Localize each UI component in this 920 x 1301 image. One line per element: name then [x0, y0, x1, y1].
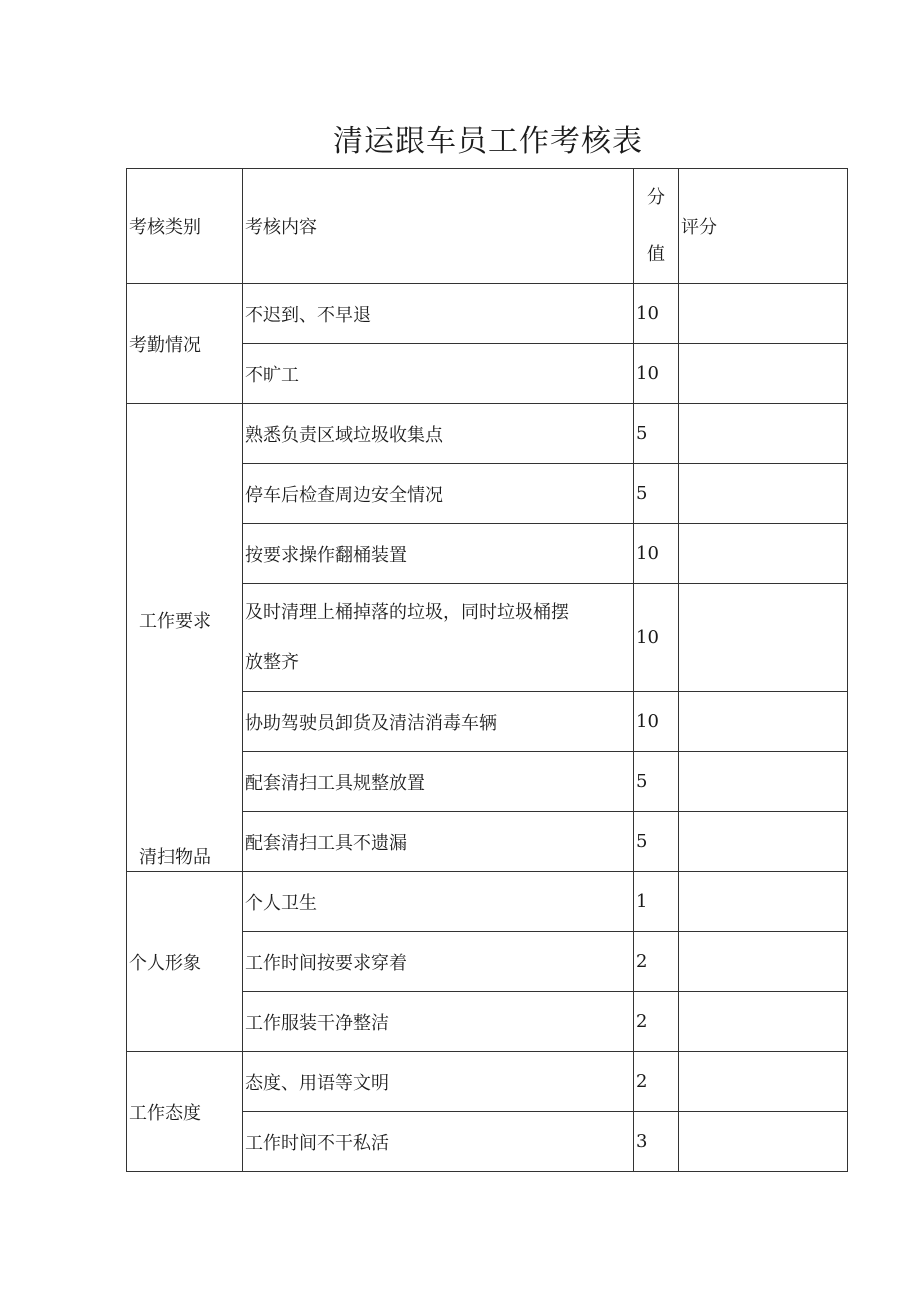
rating-cell[interactable]	[679, 932, 848, 992]
rating-cell[interactable]	[679, 812, 848, 872]
header-score-line1: 分	[647, 187, 665, 208]
header-score-line2: 值	[647, 244, 665, 265]
score-cell: 10	[634, 284, 679, 344]
category-cell: 工作态度	[127, 1052, 243, 1172]
content-cell: 工作时间不干私活	[243, 1112, 634, 1172]
table-row	[127, 872, 848, 932]
table-row	[127, 284, 848, 344]
category-cell: 考勤情况	[127, 284, 243, 404]
page-title: 清运跟车员工作考核表	[333, 124, 643, 159]
content-cell: 个人卫生	[243, 872, 634, 932]
content-cell: 按要求操作翻桶装置	[243, 524, 634, 584]
content-cell: 停车后检查周边安全情况	[243, 464, 634, 524]
content-cell: 配套清扫工具不遗漏	[243, 812, 634, 872]
category-cell-merged	[127, 404, 243, 872]
category-label: 工作要求	[139, 611, 211, 632]
score-cell: 5	[634, 404, 679, 464]
rating-cell[interactable]	[679, 992, 848, 1052]
header-score	[634, 169, 679, 284]
header-category: 考核类别	[127, 169, 243, 284]
content-cell: 工作时间按要求穿着	[243, 932, 634, 992]
category-cell: 个人形象	[127, 872, 243, 1052]
rating-cell[interactable]	[679, 284, 848, 344]
category-label: 清扫物品	[139, 847, 211, 868]
content-cell: 态度、用语等文明	[243, 1052, 634, 1112]
score-cell: 10	[634, 524, 679, 584]
rating-cell[interactable]	[679, 1112, 848, 1172]
content-cell: 配套清扫工具规整放置	[243, 752, 634, 812]
content-cell: 不迟到、不早退	[243, 284, 634, 344]
score-cell: 2	[634, 1052, 679, 1112]
content-line: 放整齐	[245, 651, 299, 673]
header-row	[127, 169, 848, 284]
score-cell: 5	[634, 464, 679, 524]
header-content: 考核内容	[243, 169, 634, 284]
content-cell: 不旷工	[243, 344, 634, 404]
rating-cell[interactable]	[679, 752, 848, 812]
score-cell: 5	[634, 812, 679, 872]
score-cell: 10	[634, 584, 679, 692]
score-cell: 2	[634, 992, 679, 1052]
content-line: 及时清理上桶掉落的垃圾，同时垃圾桶摆	[245, 601, 569, 623]
score-cell: 10	[634, 344, 679, 404]
rating-cell[interactable]	[679, 524, 848, 584]
rating-cell[interactable]	[679, 404, 848, 464]
rating-cell[interactable]	[679, 464, 848, 524]
rating-cell[interactable]	[679, 692, 848, 752]
content-cell: 熟悉负责区域垃圾收集点	[243, 404, 634, 464]
rating-cell[interactable]	[679, 344, 848, 404]
content-cell: 工作服装干净整洁	[243, 992, 634, 1052]
rating-cell[interactable]	[679, 1052, 848, 1112]
content-cell	[243, 584, 634, 692]
assessment-table	[126, 168, 848, 1172]
score-cell: 3	[634, 1112, 679, 1172]
score-cell: 1	[634, 872, 679, 932]
score-cell: 10	[634, 692, 679, 752]
header-rating: 评分	[679, 169, 848, 284]
rating-cell[interactable]	[679, 584, 848, 692]
table-row	[127, 1052, 848, 1112]
table-row	[127, 404, 848, 464]
score-cell: 5	[634, 752, 679, 812]
rating-cell[interactable]	[679, 872, 848, 932]
score-cell: 2	[634, 932, 679, 992]
content-cell: 协助驾驶员卸货及清洁消毒车辆	[243, 692, 634, 752]
